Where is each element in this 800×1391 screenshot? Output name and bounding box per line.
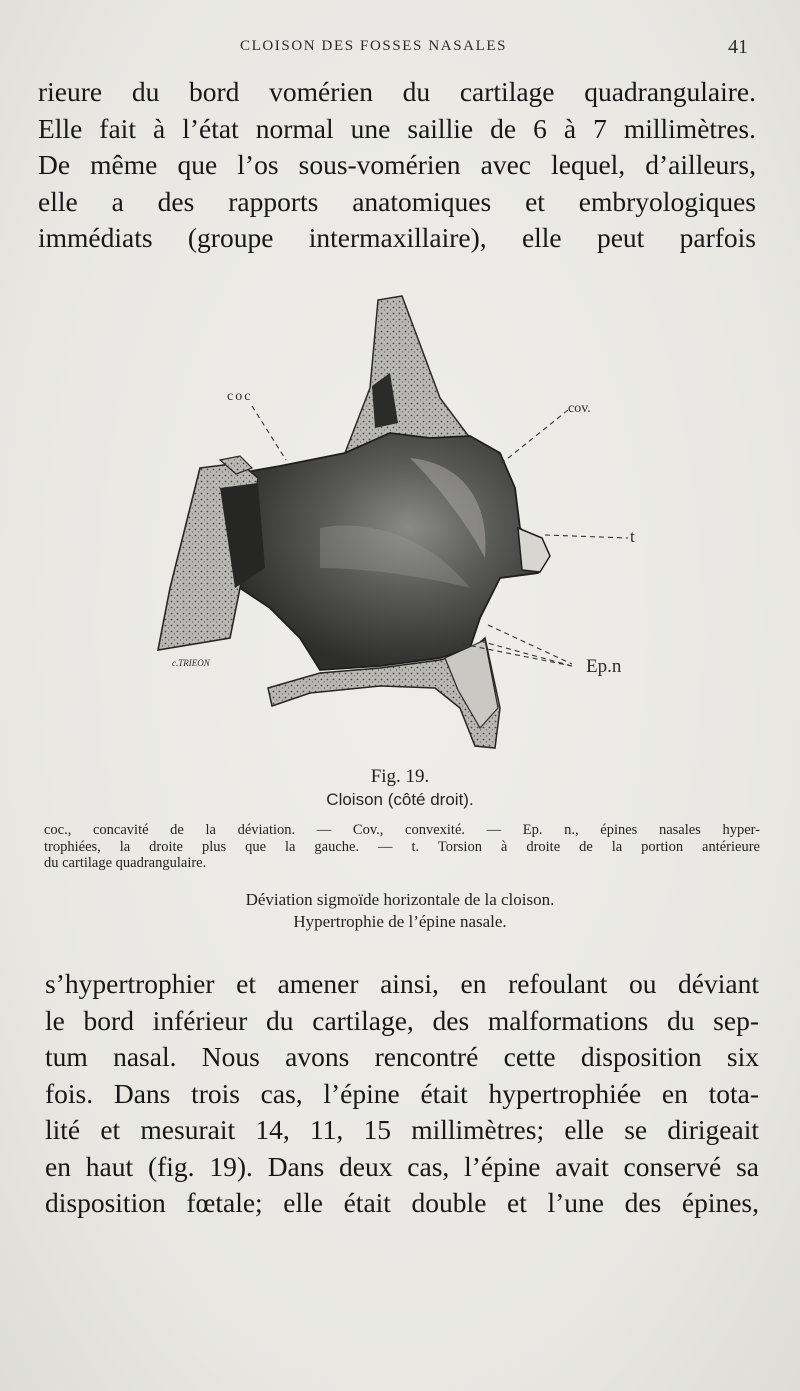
text-line: elle a des rapports anatomiques et embryologiques [38,185,756,217]
legend-line: coc., concavité de la déviation. — Cov., convexité. — Ep. n., épines nasales hyper- [44,822,760,838]
engraver-signature: c.TRIEON [172,658,210,668]
page-number: 41 [728,36,748,58]
paragraph-bottom [45,966,759,1222]
label-cov: cov. [568,401,591,416]
running-head [0,38,800,62]
anatomical-figure [140,288,660,758]
label-coc: coc [227,389,253,404]
text-line: tum nasal. Nous avons rencontré cette disposition six [45,1041,759,1072]
text-line: fois. Dans trois cas, l’épine était hypertrophiée en tota- [45,1077,759,1109]
text-line: en haut (fig. 19). Dans deux cas, l’épine avait conservé sa [45,1150,759,1182]
text-line: lité et mesurait 14, 11, 15 millimètres; elle se dirigeait [45,1114,759,1145]
label-t: t [630,527,635,546]
running-title: CLOISON DES FOSSES NASALES [240,38,508,54]
text-line: Elle fait à l’état normal une saillie de 6 à 7 millimètres. [38,112,756,144]
figure-subtitle: Cloison (côté droit). [326,790,474,809]
legend-line: trophiées, la droite plus que la gauche. — t. Torsion à droite de la portion antérieure [44,838,760,855]
upper-bone-crest [345,296,470,453]
text-line: s’hypertrophier et amener ainsi, en refoulant ou déviant [45,968,759,999]
text-line: immédiats (groupe intermaxillaire), elle peut parfois [38,222,756,253]
note-line: Déviation sigmoïde horizontale de la cloison. [245,890,555,909]
text-line: De même que l’os sous-vomérien avec lequel, d’ailleurs, [38,149,756,180]
figure-legend [44,822,760,872]
septum-illustration [140,288,660,758]
legend-line: du cartilage quadrangulaire. [44,855,207,871]
paragraph-top [38,74,756,257]
figure-note [0,889,800,933]
text-line: rieure du bord vomérien du cartilage quadrangulaire. [38,76,756,107]
figure-title: Fig. 19. [370,766,430,787]
text-line: disposition fœtale; elle était double et l’une des épines, [45,1187,759,1218]
label-epn: Ep.n [586,656,622,677]
text-line: le bord inférieur du cartilage, des malformations du sep- [45,1004,759,1036]
note-line: Hypertrophie de l’épine nasale. [293,912,507,931]
